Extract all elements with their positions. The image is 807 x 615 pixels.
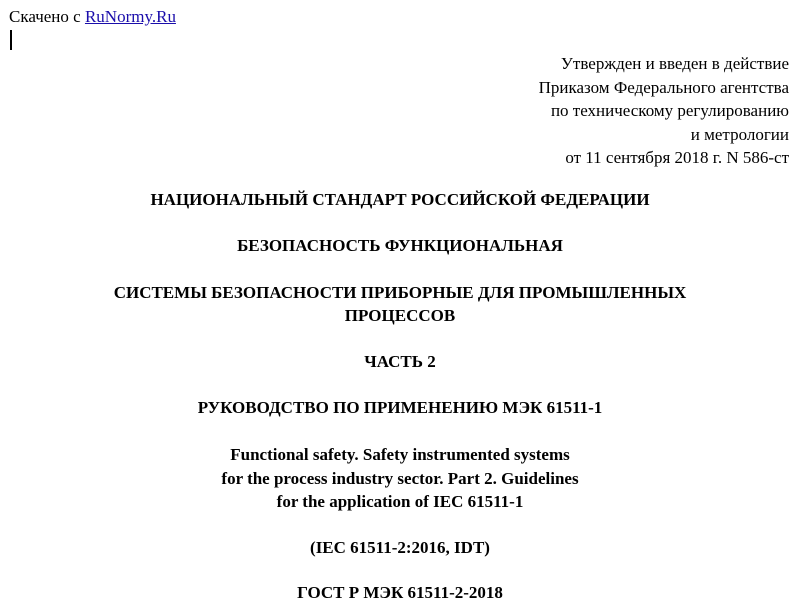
english-title-line: for the application of IEC 61511-1 <box>276 492 524 511</box>
safety-heading: БЕЗОПАСНОСТЬ ФУНКЦИОНАЛЬНАЯ <box>237 236 563 255</box>
approval-line: по техническому регулированию <box>550 101 789 120</box>
approval-line: Приказом Федерального агентства <box>538 77 789 97</box>
systems-heading-line: СИСТЕМЫ БЕЗОПАСНОСТИ ПРИБОРНЫЕ ДЛЯ ПРОМЫШЛЕННЫХ <box>113 283 687 302</box>
english-title-line: Functional safety. Safety instrumented systems <box>230 445 570 464</box>
national-standard-heading: НАЦИОНАЛЬНЫЙ СТАНДАРТ РОССИЙСКОЙ ФЕДЕРАЦИИ <box>150 190 650 209</box>
guidelines-heading: РУКОВОДСТВО ПО ПРИМЕНЕНИЮ МЭК 61511-1 <box>197 398 603 417</box>
approval-block <box>539 52 789 170</box>
english-title <box>0 443 800 514</box>
approval-line: Утвержден и введен в действие <box>560 54 789 73</box>
systems-heading-line: ПРОЦЕССОВ <box>344 305 456 325</box>
gost-designation: ГОСТ Р МЭК 61511-2-2018 <box>297 583 503 602</box>
approval-line: и метрологии <box>690 124 789 144</box>
source-line <box>9 6 176 28</box>
part-heading: ЧАСТЬ 2 <box>364 352 436 371</box>
text-cursor <box>10 30 12 50</box>
iec-reference: (IEC 61511-2:2016, IDT) <box>310 538 490 557</box>
english-title-line: for the process industry sector. Part 2. Guidelines <box>221 468 579 488</box>
source-prefix: Скачено с <box>9 7 85 26</box>
source-link[interactable]: RuNormy.Ru <box>84 7 176 26</box>
approval-line: от 11 сентября 2018 г. N 586-ст <box>565 148 789 167</box>
systems-heading <box>0 282 800 327</box>
